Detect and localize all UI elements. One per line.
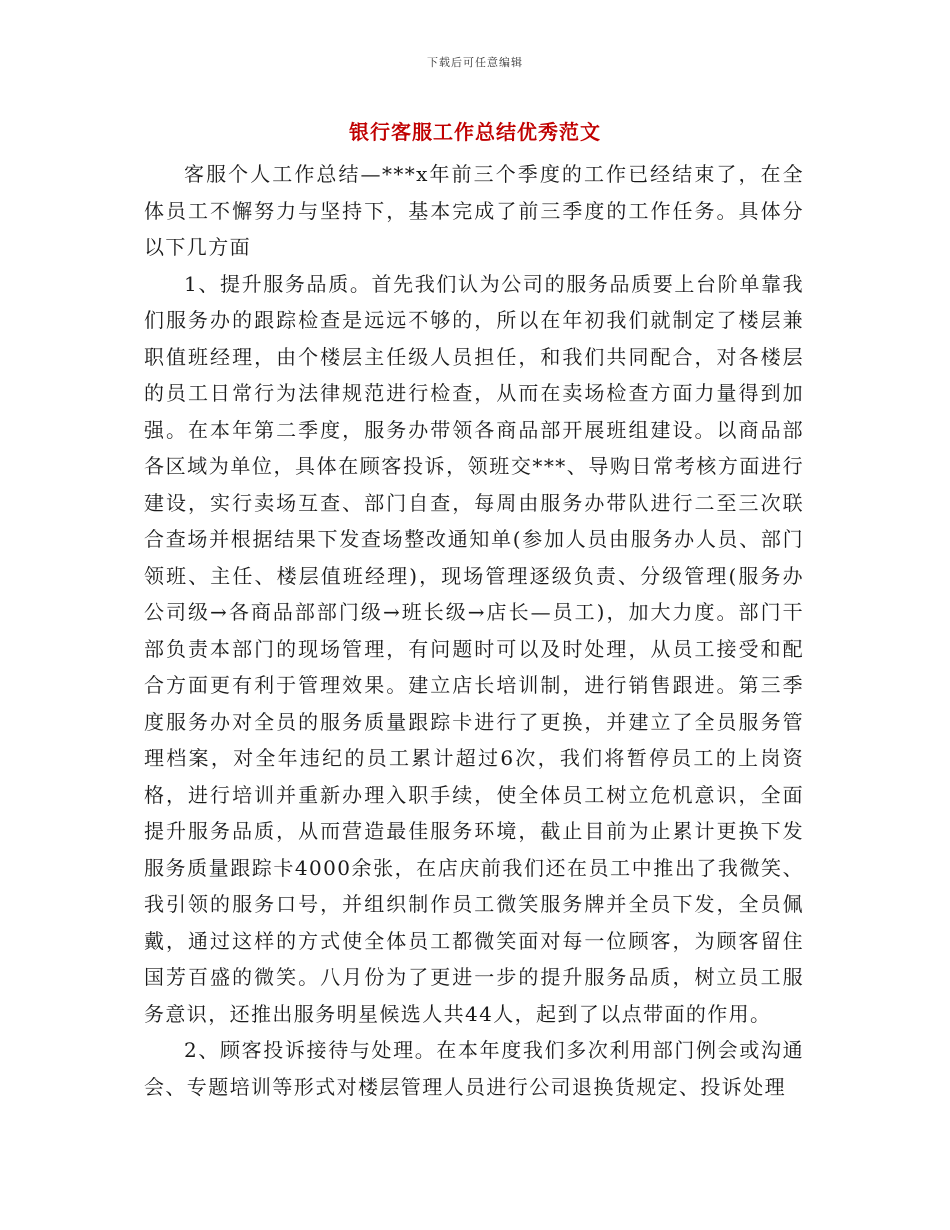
document-title: 银行客服工作总结优秀范文 [349, 120, 601, 144]
document-body [144, 156, 804, 1105]
paragraph-service-quality: 1、提升服务品质。首先我们认为公司的服务品质要上台阶单靠我们服务办的跟踪检查是远远不够的，所以在年初我们就制定了楼层兼职值班经理，由个楼层主任级人员担任，和我们共同配合，对各楼层的员工日常行为法律规范进行检查，从而在卖场检查方面力量得到加强。在本年第二季度，服务办带领各商品部开展班组建设。以商品部各区域为单位，具体在顾客投诉，领班交***、导购日常考核方面进行建设，实行卖场互查、部门自查，每周由服务办带队进行二至三次联合查场并根据结果下发查场整改通知单(参加人员由服务办人员、部门领班、主任、楼层值班经理)，现场管理逐级负责、分级管理(服务办公司级→各商品部部门级→班长级→店长—员工)，加大力度。部门干部负责本部门的现场管理，有问题时可以及时处理，从员工接受和配合方面更有利于管理效果。建立店长培训制，进行销售跟进。第三季度服务办对全员的服务质量跟踪卡进行了更换，并建立了全员服务管理档案，对全年违纪的员工累计超过6次，我们将暂停员工的上岗资格，进行培训并重新办理入职手续，使全体员工树立危机意识，全面提升服务品质，从而营造最佳服务环境，截止目前为止累计更换下发服务质量跟踪卡4000余张，在店庆前我们还在员工中推出了我微笑、我引领的服务口号，并组织制作员工微笑服务牌并全员下发，全员佩戴，通过这样的方式使全体员工都微笑面对每一位顾客，为顾客留住国芳百盛的微笑。八月份为了更进一步的提升服务品质，树立员工服务意识，还推出服务明星候选人共44人，起到了以点带面的作用。 [144, 271, 804, 1026]
paragraph-intro: 客服个人工作总结—***x年前三个季度的工作已经结束了，在全体员工不懈努力与坚持下，基本完成了前三季度的工作任务。具体分以下几方面 [144, 162, 804, 259]
header-note: 下载后可任意编辑 [427, 56, 523, 69]
paragraph-complaint-handling: 2、顾客投诉接待与处理。在本年度我们多次利用部门例会或沟通会、专题培训等形式对楼层管理人员进行公司退换货规定、投诉处理 [144, 1038, 804, 1099]
